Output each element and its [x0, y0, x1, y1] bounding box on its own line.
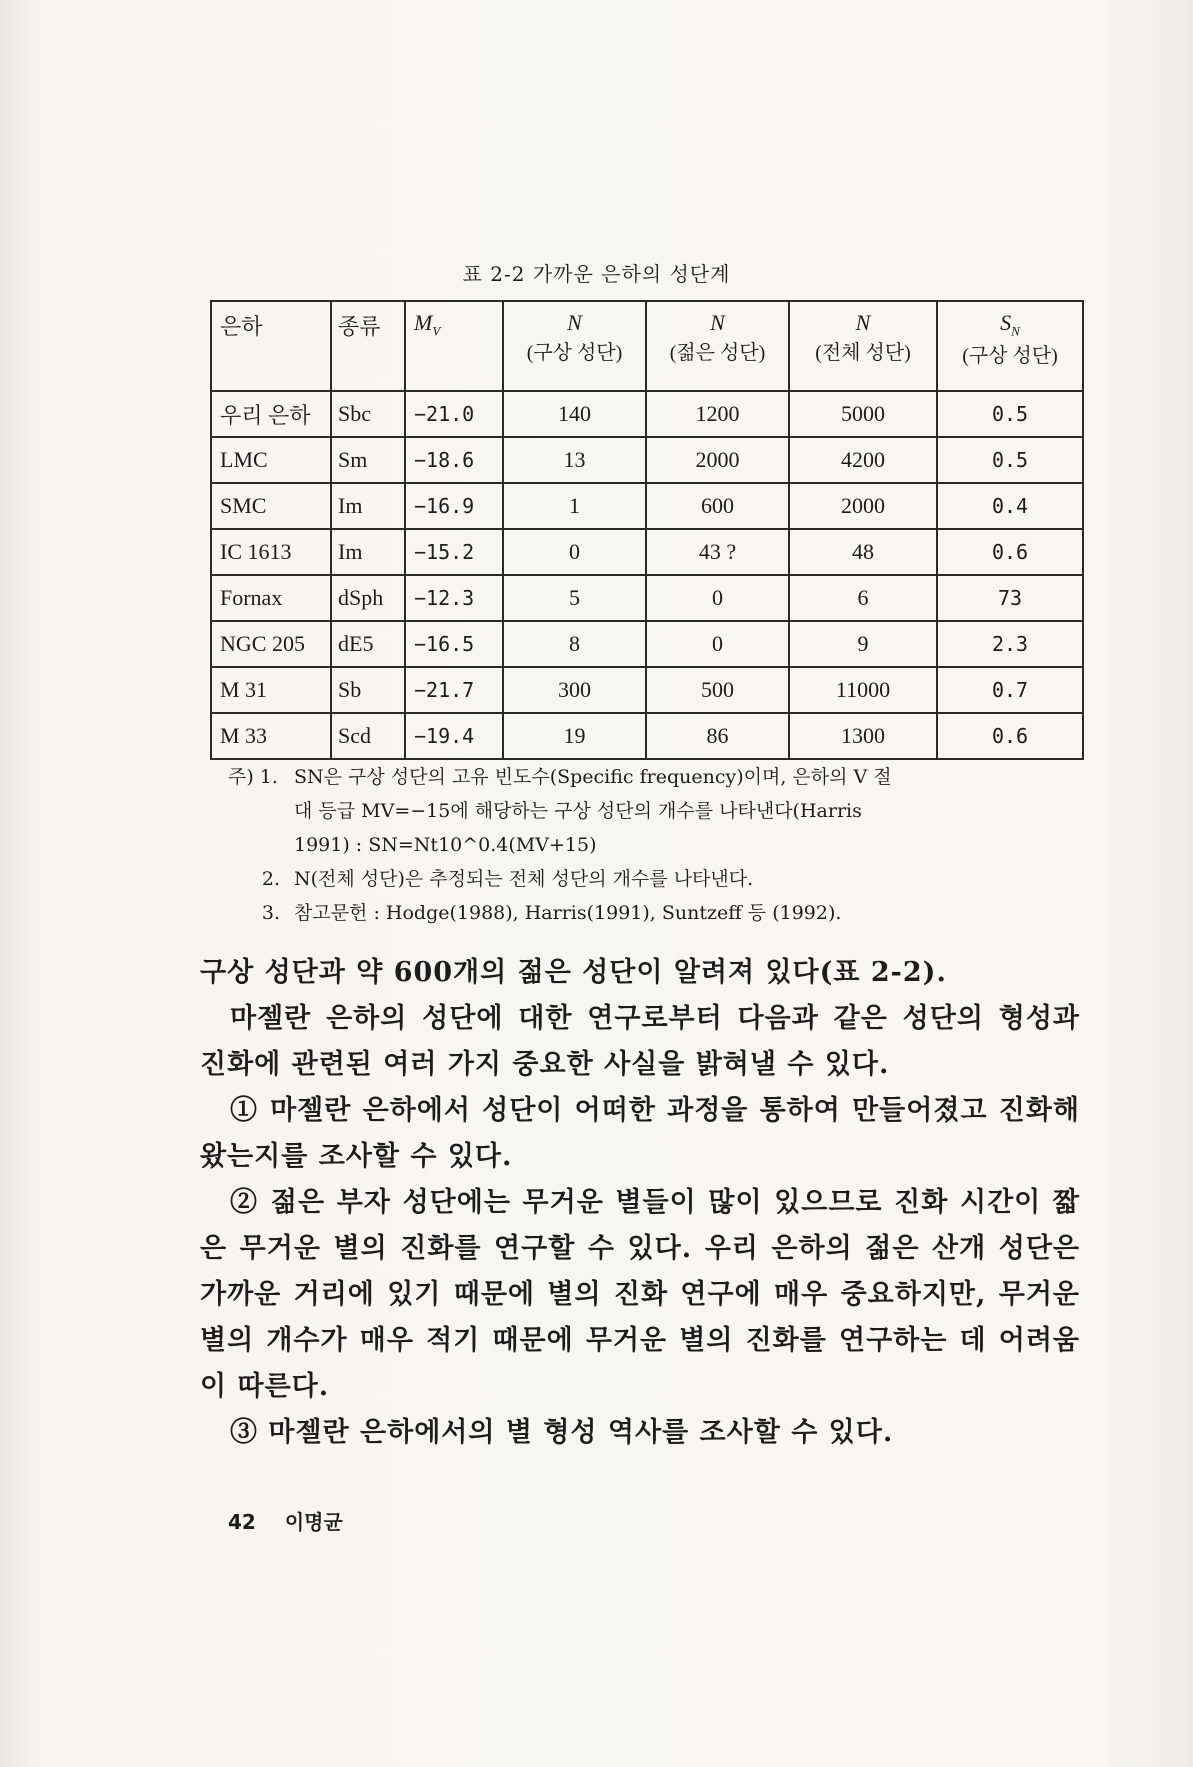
cell-type: dSph	[331, 575, 405, 621]
cell-n-young: 0	[646, 621, 789, 667]
table-row	[211, 483, 1083, 529]
header-mv: $M_V$	[405, 301, 503, 391]
table-header-row	[211, 301, 1083, 391]
page-footer	[228, 1506, 365, 1535]
cell-n-total: 5000	[789, 391, 937, 437]
cell-n-total: 6	[789, 575, 937, 621]
cell-n-young: 2000	[646, 437, 789, 483]
cell-n-globular: 13	[503, 437, 646, 483]
cell-sn: 2.3	[937, 621, 1083, 667]
note-3: 3. 참고문헌 : Hodge(1988), Harris(1991), Suntzeff 등 (1992).	[261, 902, 842, 924]
body-text	[200, 950, 1080, 1456]
table-row	[211, 529, 1083, 575]
cell-galaxy: M 33	[211, 713, 331, 759]
cell-sn: 0.4	[937, 483, 1083, 529]
table-notes	[228, 760, 1088, 930]
cell-n-total: 11000	[789, 667, 937, 713]
cell-n-globular: 19	[503, 713, 646, 759]
cell-type: Sbc	[331, 391, 405, 437]
table-row	[211, 713, 1083, 759]
header-sn: $S_N$ (구상 성단)	[937, 301, 1083, 391]
cell-n-young: 500	[646, 667, 789, 713]
cell-sn: 0.7	[937, 667, 1083, 713]
header-n-total: N (전체 성단)	[789, 301, 937, 391]
cell-n-young: 1200	[646, 391, 789, 437]
cell-type: Sb	[331, 667, 405, 713]
cell-mv: −15.2	[405, 529, 503, 575]
paragraph-3: ① 마젤란 은하에서 성단이 어떠한 과정을 통하여 만들어졌고 진화해 왔는지를 조사할 수 있다.	[200, 1095, 1080, 1172]
cell-mv: −18.6	[405, 437, 503, 483]
cell-sn: 0.5	[937, 437, 1083, 483]
table-caption: 표 2-2 가까운 은하의 성단계	[462, 262, 731, 286]
page-number: 42	[228, 1510, 256, 1534]
paragraph-2: 마젤란 은하의 성단에 대한 연구로부터 다음과 같은 성단의 형성과 진화에 관련된 여러 가지 중요한 사실을 밝혀낼 수 있다.	[200, 1003, 1080, 1080]
table-row	[211, 667, 1083, 713]
cell-type: Im	[331, 529, 405, 575]
cell-mv: −12.3	[405, 575, 503, 621]
author-name: 이명균	[284, 1510, 343, 1534]
cell-sn: 73	[937, 575, 1083, 621]
table-row	[211, 391, 1083, 437]
cell-n-total: 48	[789, 529, 937, 575]
cell-n-total: 9	[789, 621, 937, 667]
cell-n-globular: 0	[503, 529, 646, 575]
cell-type: Scd	[331, 713, 405, 759]
cell-n-globular: 1	[503, 483, 646, 529]
cell-galaxy: SMC	[211, 483, 331, 529]
galaxy-cluster-table	[210, 300, 1084, 760]
cell-type: dE5	[331, 621, 405, 667]
cell-mv: −16.5	[405, 621, 503, 667]
cell-galaxy: IC 1613	[211, 529, 331, 575]
cell-galaxy: LMC	[211, 437, 331, 483]
note-2: 2. N(전체 성단)은 추정되는 전체 성단의 개수를 나타낸다.	[261, 868, 754, 890]
cell-sn: 0.5	[937, 391, 1083, 437]
cell-galaxy: Fornax	[211, 575, 331, 621]
cell-sn: 0.6	[937, 529, 1083, 575]
cell-type: Im	[331, 483, 405, 529]
cell-sn: 0.6	[937, 713, 1083, 759]
cell-n-young: 86	[646, 713, 789, 759]
header-galaxy: 은하	[211, 301, 331, 391]
cell-n-globular: 5	[503, 575, 646, 621]
header-n-globular: N (구상 성단)	[503, 301, 646, 391]
cell-mv: −21.7	[405, 667, 503, 713]
cell-n-young: 0	[646, 575, 789, 621]
cell-n-globular: 140	[503, 391, 646, 437]
table-row	[211, 621, 1083, 667]
cell-n-total: 4200	[789, 437, 937, 483]
header-n-young: N (젊은 성단)	[646, 301, 789, 391]
table-row	[211, 437, 1083, 483]
cell-mv: −19.4	[405, 713, 503, 759]
note-1: 주) 1. SN은 구상 성단의 고유 빈도수(Specific frequency)이며, 은하의 V 절 대 등급 MV=−15에 해당하는 구상 성단의 개수를 나타낸다(Harris 1991) : SN=Nt10^0.4(MV+15)	[228, 766, 892, 856]
cell-mv: −21.0	[405, 391, 503, 437]
cell-type: Sm	[331, 437, 405, 483]
cell-n-total: 2000	[789, 483, 937, 529]
header-type: 종류	[331, 301, 405, 391]
cell-galaxy: 우리 은하	[211, 391, 331, 437]
paragraph-4: ② 젊은 부자 성단에는 무거운 별들이 많이 있으므로 진화 시간이 짧은 무거운 별의 진화를 연구할 수 있다. 우리 은하의 젊은 산개 성단은 가까운 거리에 있기 때문에 별의 진화 연구에 매우 중요하지만, 무거운 별의 개수가 매우 적기 때문에 무거운 별의 진화를 연구하는 데 어려움이 따른다.	[200, 1187, 1080, 1402]
paragraph-5: ③ 마젤란 은하에서의 별 형성 역사를 조사할 수 있다.	[230, 1417, 894, 1448]
cell-mv: −16.9	[405, 483, 503, 529]
cell-n-total: 1300	[789, 713, 937, 759]
cell-galaxy: M 31	[211, 667, 331, 713]
cell-n-globular: 8	[503, 621, 646, 667]
cell-galaxy: NGC 205	[211, 621, 331, 667]
cell-n-young: 600	[646, 483, 789, 529]
table-row	[211, 575, 1083, 621]
cell-n-globular: 300	[503, 667, 646, 713]
cell-n-young: 43 ?	[646, 529, 789, 575]
paragraph-1: 구상 성단과 약 600개의 젊은 성단이 알려져 있다(표 2-2).	[200, 957, 947, 988]
